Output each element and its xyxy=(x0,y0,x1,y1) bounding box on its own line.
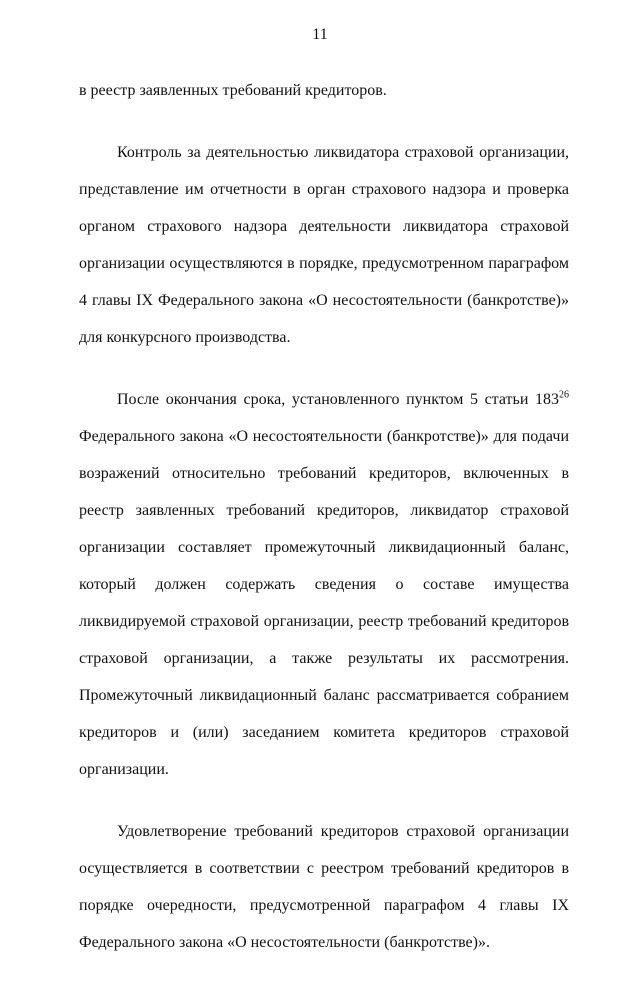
paragraph-satisfaction-of-claims: Удовлетворение требований кредиторов страховой организации осуществляется в соответствии с реестром требований кредиторов в порядке очередности, предусмотренной параграфом 4 главы IX Федерального закона «О несостоятельности (банкротстве)». xyxy=(79,823,569,951)
article-superscript: 26 xyxy=(559,389,569,401)
paragraph-interim-balance xyxy=(79,381,569,788)
paragraph-control-of-liquidator: Контроль за деятельностью ликвидатора страховой организации, представление им отчетности в орган страхового надзора и проверка органом страхового надзора деятельности ликвидатора страховой организации осуществляются в порядке, предусмотренном параграфом 4 главы IX Федерального закона «О несостоятельности (банкротстве)» для конкурсного производства. xyxy=(79,144,569,346)
paragraph-interim-balance-text-after: Федерального закона «О несостоятельности (банкротстве)» для подачи возражений относительно требований кредиторов, включенных в реестр заявленных требований кредиторов, ликвидатор страховой организации составляет промежуточный ликвидационный баланс, который должен содержать сведения о составе имущества ликвидируемой страховой организации, реестр требований кредиторов страховой организации, а также результаты их рассмотрения. Промежуточный ликвидационный баланс рассматривается собранием кредиторов и (или) заседанием комитета кредиторов страховой организации. xyxy=(79,428,569,778)
paragraph-continuation: в реестр заявленных требований кредиторов. xyxy=(79,82,387,99)
document-body xyxy=(79,72,569,986)
page-number: 11 xyxy=(312,26,328,43)
paragraph-interim-balance-text-before: После окончания срока, установленного пунктом 5 статьи 183 xyxy=(117,391,559,408)
